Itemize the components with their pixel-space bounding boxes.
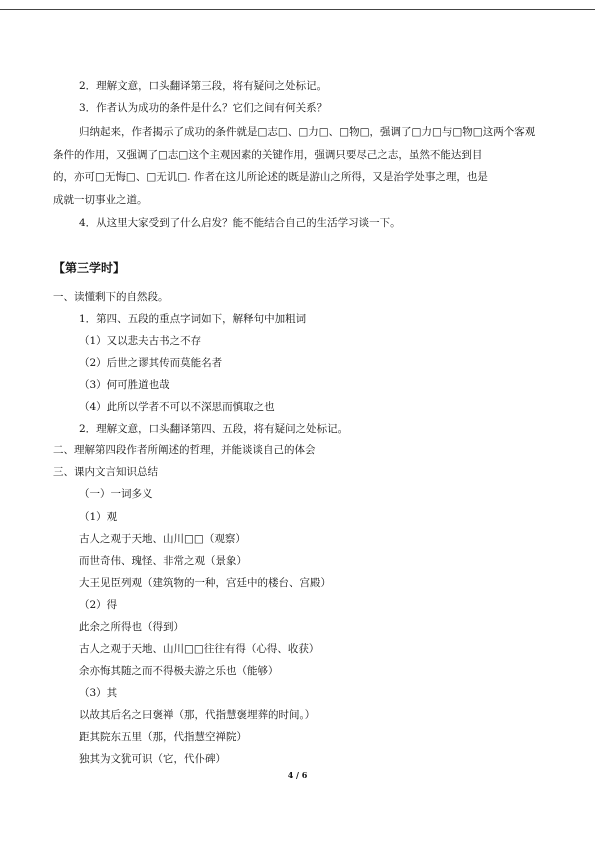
- page-number: 4 / 6: [287, 770, 308, 780]
- text-line: （1）又以悲夫古书之不存: [79, 335, 202, 347]
- section-title: 【第三学时】: [53, 261, 126, 275]
- text-line: 一、读懂剩下的自然段。: [53, 291, 169, 303]
- text-line: （2）后世之谬其传而莫能名者: [79, 357, 223, 369]
- text-line: 大王见臣列观（建筑物的一种，宫廷中的楼台、宫殿）: [79, 577, 331, 589]
- text-line: （1）观: [79, 511, 118, 523]
- text-line: 2．理解文意，口头翻译第三段，将有疑问之处标记。: [79, 80, 328, 92]
- text-line: 以故其后名之曰褒禅（那，代指慧褒埋葬的时间。）: [79, 709, 316, 721]
- text-line: 而世奇伟、瑰怪、非常之观（景象）: [79, 555, 247, 567]
- text-line: 的，亦可□无悔□、□无讥□. 作者在这儿所论述的既是游山之所得，又是治学处事之理，也是: [53, 171, 488, 183]
- text-line: 独其为文犹可识（它，代仆碑）: [79, 753, 226, 765]
- text-line: 古人之观于天地、山川□□往往有得（心得、收获）: [79, 643, 320, 655]
- text-line: 1．第四、五段的重点字词如下，解释句中加粗词: [79, 313, 307, 325]
- text-line: 条件的作用，又强调了□志□这个主观因素的关键作用，强调只要尽己之志，虽然不能达到目: [53, 149, 483, 161]
- header-rule: [0, 9, 595, 10]
- text-line: 此余之所得也（得到）: [79, 621, 184, 633]
- text-line: 古人之观于天地、山川□□（观察）: [79, 533, 246, 545]
- text-line: 3．作者认为成功的条件是什么？它们之间有何关系？: [79, 102, 328, 114]
- text-line: （3）其: [79, 687, 118, 699]
- text-line: 距其院东五里（那，代指慧空禅院）: [79, 731, 247, 743]
- text-line: （4）此所以学者不可以不深思而慎取之也: [79, 401, 275, 413]
- text-line: 归纳起来，作者揭示了成功的条件就是□志□、□力□、□物□，强调了□力□与□物□这两个客观: [79, 126, 536, 138]
- text-line: 2．理解文意，口头翻译第四、五段，将有疑问之处标记。: [79, 423, 349, 435]
- text-line: （3）何可胜道也哉: [79, 379, 170, 391]
- text-line: （一）一词多义: [79, 488, 153, 500]
- text-line: 成就一切事业之道。: [53, 194, 148, 206]
- text-line: 4．从这里大家受到了什么启发？能不能结合自己的生活学习谈一下。: [79, 217, 401, 229]
- text-line: （2）得: [79, 599, 118, 611]
- text-line: 二、理解第四段作者所阐述的哲理，并能谈谈自己的体会: [53, 444, 316, 456]
- text-line: 余亦悔其随之而不得极夫游之乐也（能够）: [79, 665, 279, 677]
- text-line: 三、课内文言知识总结: [53, 466, 158, 478]
